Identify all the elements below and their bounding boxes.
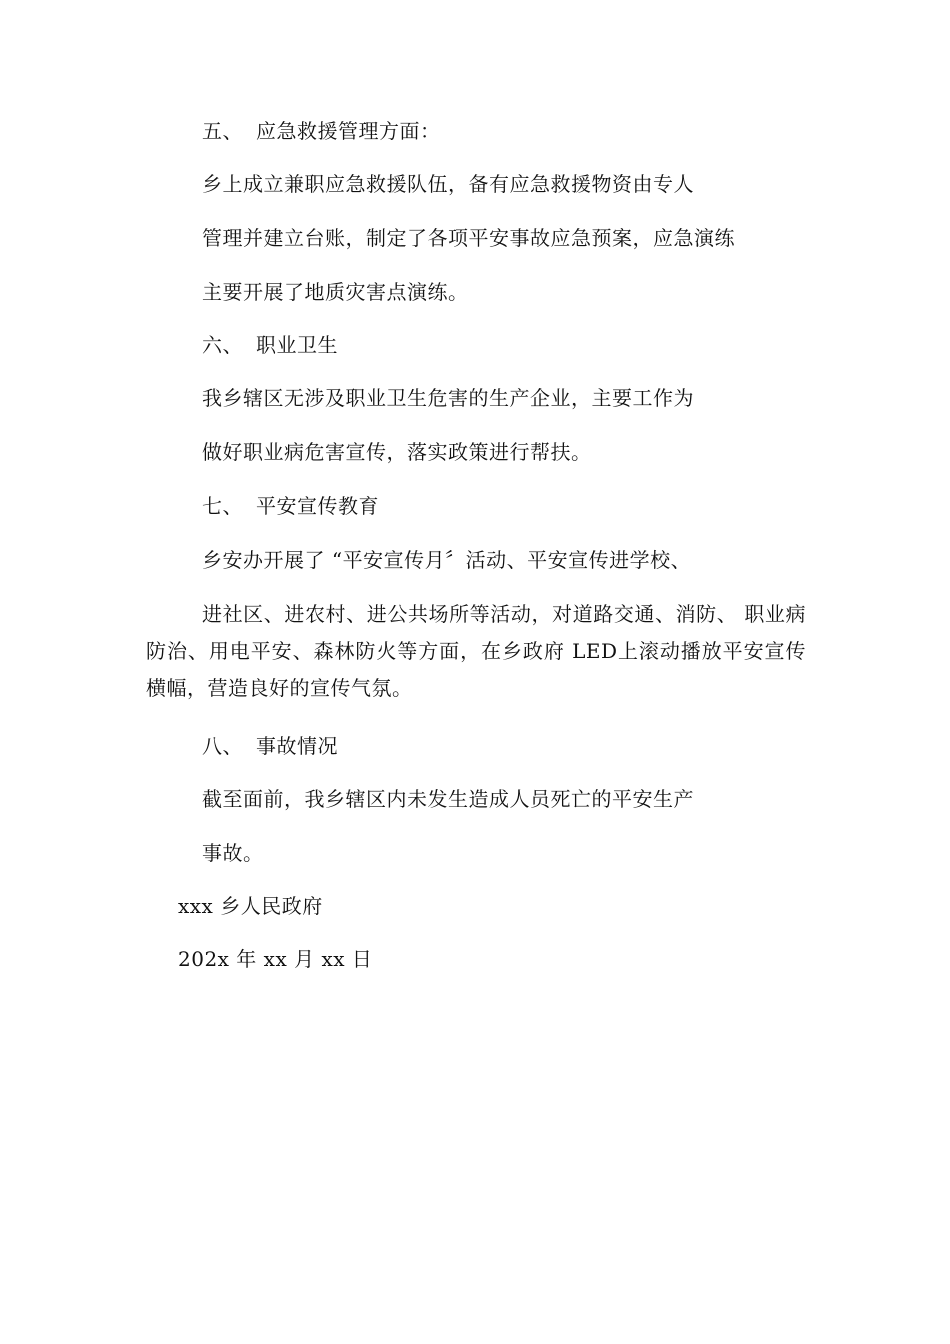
section-title: 平安宣传教育 [256, 494, 379, 518]
section-number: 八、 [202, 734, 243, 758]
section-title: 职业卫生 [256, 333, 338, 357]
body-line: 做好职业病危害宣传，落实政策进行帮扶。 [202, 440, 592, 464]
signature-organization: xxx 乡人民政府 [178, 894, 323, 918]
section-heading-6 [202, 332, 338, 358]
section-title: 应急救援管理方面： [256, 119, 441, 143]
signature-date: 202x 年 xx 月 xx 日 [178, 947, 373, 971]
body-line: 乡上成立兼职应急救援队伍，备有应急救援物资由专人 [202, 172, 694, 196]
section-heading-5 [202, 118, 441, 144]
body-line: 管理并建立台账，制定了各项平安事故应急预案，应急演练 [202, 226, 735, 250]
section-number: 五、 [202, 119, 243, 143]
section-number: 七、 [202, 494, 243, 518]
section-title: 事故情况 [256, 734, 338, 758]
body-line: 事故。 [202, 841, 264, 865]
body-line: 我乡辖区无涉及职业卫生危害的生产企业，主要工作为 [202, 386, 694, 410]
body-line: 主要开展了地质灾害点演练。 [202, 280, 469, 304]
body-paragraph: 进社区、进农村、进公共场所等活动，对道路交通、消防、 职业病防治、用电平安、森林防火等方面，在乡政府 LED上滚动播放平安宣传横幅，营造良好的宣传气氛。 [146, 602, 806, 700]
section-number: 六、 [202, 333, 243, 357]
body-line: 乡安办开展了 “平安宣传月〞活动、平安宣传进学校、 [202, 548, 692, 572]
section-heading-7 [202, 493, 379, 519]
section-heading-8 [202, 733, 338, 759]
body-line: 截至面前，我乡辖区内未发生造成人员死亡的平安生产 [202, 787, 694, 811]
